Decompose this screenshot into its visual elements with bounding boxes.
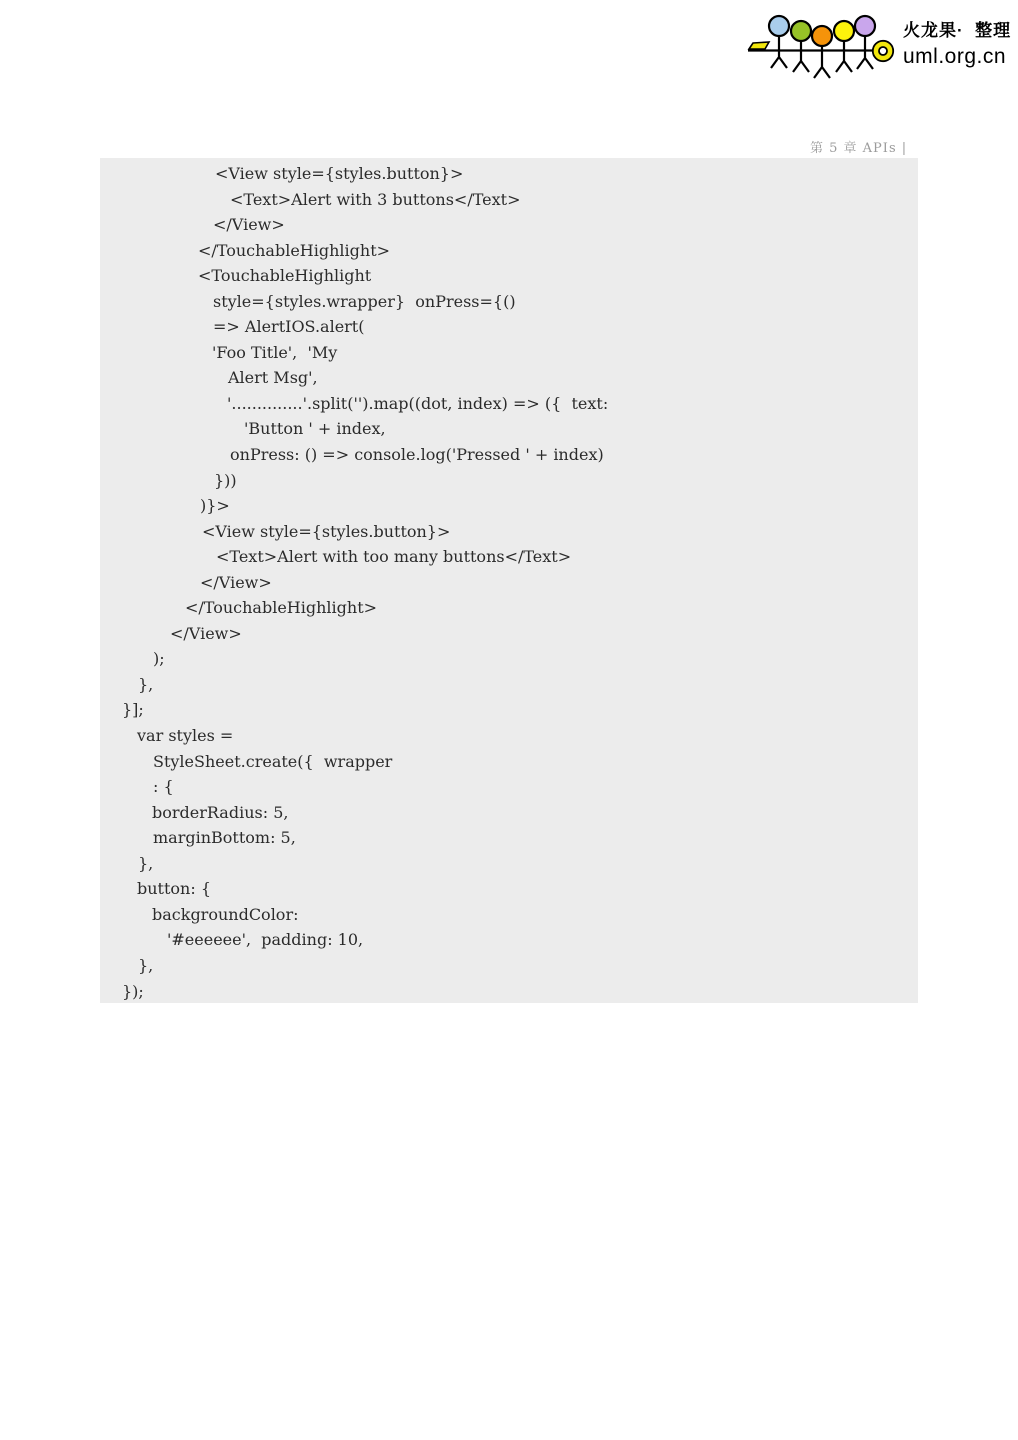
logo-head-blue [769,16,789,36]
code-line: }, [138,674,154,694]
logo-site-url: uml.org.cn [903,45,1007,68]
logo-title: 火龙果· 整理 [903,21,1012,40]
code-line: onPress: () => console.log('Pressed ' + index) [230,445,604,465]
code-line: <Text>Alert with too many buttons</Text> [216,547,572,567]
code-line: </View> [170,623,242,643]
code-line: ); [153,649,165,669]
code-line: '#eeeeee', padding: 10, [167,930,364,950]
code-line: )}> [200,496,230,516]
code-line: }, [138,853,154,873]
code-line: marginBottom: 5, [153,828,296,848]
code-line: </TouchableHighlight> [185,598,378,618]
logo-ring-yellow [876,44,890,58]
chapter-label: 第 5 章 APIs | [810,141,908,156]
uml-logo-icon [740,5,900,95]
logo-head-green [791,21,811,41]
code-line: button: { [137,879,211,899]
code-line: <View style={styles.button}> [202,521,451,541]
code-line: <View style={styles.button}> [215,164,464,183]
logo-head-orange [812,26,832,46]
code-line: 'Button ' + index, [244,419,386,439]
logo-text [903,16,1011,69]
code-line: 'Foo Title', 'My [212,342,338,362]
logo-head-purple [855,16,875,36]
logo-flag-shape [749,42,769,49]
code-line: }, [138,955,154,975]
code-line: StyleSheet.create({ wrapper [153,751,393,771]
code-line: })) [214,470,237,490]
code-line: }); [122,981,144,1001]
code-line: </View> [213,215,285,235]
code-line: => AlertIOS.alert( [213,317,365,337]
code-line: borderRadius: 5, [152,802,289,822]
code-line: backgroundColor: [152,904,299,924]
code-line: </TouchableHighlight> [198,240,391,260]
code-line: }]; [122,700,144,720]
code-line: <Text>Alert with 3 buttons</Text> [230,189,521,209]
code-line: : { [153,777,174,797]
code-line: <TouchableHighlight [198,266,372,286]
code-line: var styles = [137,726,234,746]
code-line: Alert Msg', [228,368,318,388]
code-line: '..............'.split('').map((dot, index) => ({ text: [227,393,609,413]
logo-ring-inner [879,47,887,55]
logo-head-yellow [834,21,854,41]
code-block [100,158,918,1003]
code-line: </View> [200,572,272,592]
code-line: style={styles.wrapper} onPress={() [213,291,516,311]
